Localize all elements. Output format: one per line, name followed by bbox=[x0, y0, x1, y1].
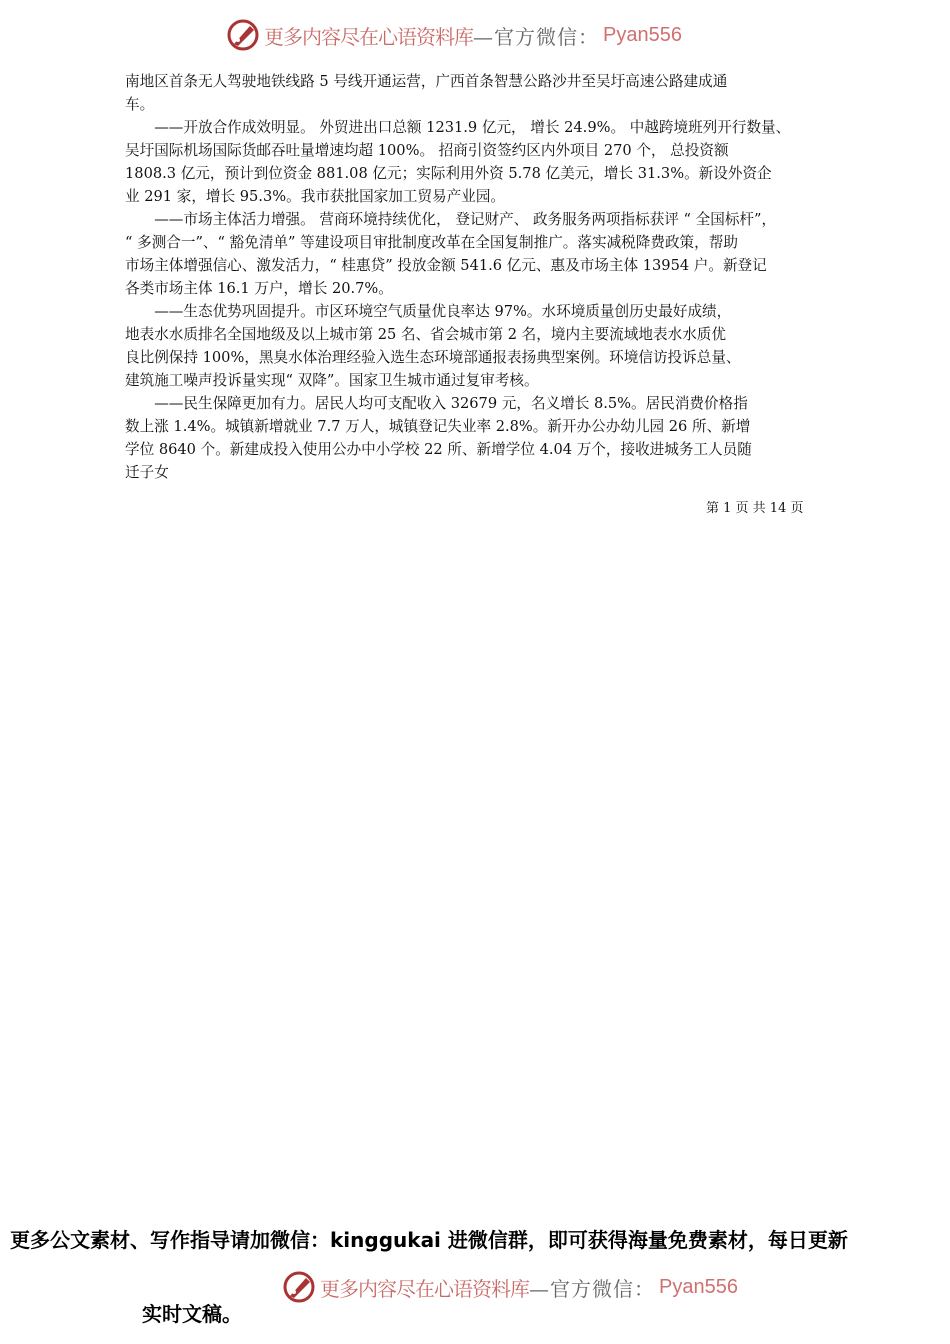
page-number: 第 1 页 共 14 页 bbox=[706, 501, 804, 516]
text-line: 吴圩国际机场国际货邮吞吐量增速均超 100%。 招商引资签约区内外项目 270 个， 总投资额 bbox=[125, 142, 729, 159]
text-line: 良比例保持 100%，黑臭水体治理经验入选生态环境部通报表扬典型案例。环境信访投诉总量、 bbox=[125, 349, 741, 366]
banner-text: 更多内容尽在心语资料库 bbox=[264, 24, 473, 49]
text-line: 1808.3 亿元，预计到位资金 881.08 亿元；实际利用外资 5.78 亿美元，增长 31.3%。新设外资企 bbox=[125, 165, 772, 182]
text-line: 地表水水质排名全国地级及以上城市第 25 名、省会城市第 2 名，境内主要流域地表水水质优 bbox=[125, 326, 726, 343]
watermark-banner-bottom bbox=[282, 1270, 738, 1304]
banner-wechat-id: Pyan556 bbox=[659, 1275, 738, 1298]
text-line: 市场主体增强信心、激发活力，“ 桂惠贷” 投放金额 541.6 亿元、惠及市场主体 13954 户。新登记 bbox=[125, 257, 767, 274]
text-line: ——市场主体活力增强。 营商环境持续优化， 登记财产、 政务服务两项指标获评 “ 全国标杆”， bbox=[125, 211, 777, 228]
text-line: 各类市场主体 16.1 万户，增长 20.7%。 bbox=[125, 280, 393, 297]
text-line: 数上涨 1.4%。城镇新增就业 7.7 万人，城镇登记失业率 2.8%。新开办公办幼儿园 26 所、新增 bbox=[125, 418, 751, 435]
text-line: ——开放合作成效明显。 外贸进出口总额 1231.9 亿元， 增长 24.9%。 中越跨境班列开行数量、 bbox=[125, 119, 791, 136]
watermark-banner-top bbox=[226, 18, 682, 52]
banner-wechat-label: —官方微信： bbox=[529, 1276, 655, 1301]
document-body bbox=[125, 70, 845, 484]
text-line: ——民生保障更加有力。居民人均可支配收入 32679 元，名义增长 8.5%。居民消费价格指 bbox=[125, 395, 748, 412]
promo-text-continued: 实时文稿。 bbox=[142, 1302, 242, 1326]
text-line: 业 291 家，增长 95.3%。我市获批国家加工贸易产业园。 bbox=[125, 188, 506, 205]
banner-wechat-id: Pyan556 bbox=[603, 23, 682, 46]
text-line: 车。 bbox=[125, 96, 155, 113]
text-line: 南地区首条无人驾驶地铁线路 5 号线开通运营，广西首条智慧公路沙井至吴圩高速公路建成通 bbox=[125, 73, 728, 90]
text-line: 学位 8640 个。新建成投入使用公办中小学校 22 所、新增学位 4.04 万个，接收进城务工人员随 bbox=[125, 441, 752, 458]
text-line: ——生态优势巩固提升。市区环境空气质量优良率达 97%。水环境质量创历史最好成绩， bbox=[125, 303, 732, 320]
pen-logo-icon bbox=[282, 1270, 316, 1304]
pen-logo-icon bbox=[226, 18, 260, 52]
text-line: 迁子女 bbox=[125, 464, 169, 481]
banner-wechat-label: —官方微信： bbox=[473, 24, 599, 49]
banner-text: 更多内容尽在心语资料库 bbox=[320, 1276, 529, 1301]
promo-text: 更多公文素材、写作指导请加微信：kinggukai 进微信群，即可获得海量免费素材，每日更新 bbox=[10, 1228, 848, 1252]
text-line: “ 多测合一”、“ 豁免清单” 等建设项目审批制度改革在全国复制推广。落实减税降费政策，帮助 bbox=[125, 234, 738, 251]
text-line: 建筑施工噪声投诉量实现“ 双降”。国家卫生城市通过复审考核。 bbox=[125, 372, 539, 389]
